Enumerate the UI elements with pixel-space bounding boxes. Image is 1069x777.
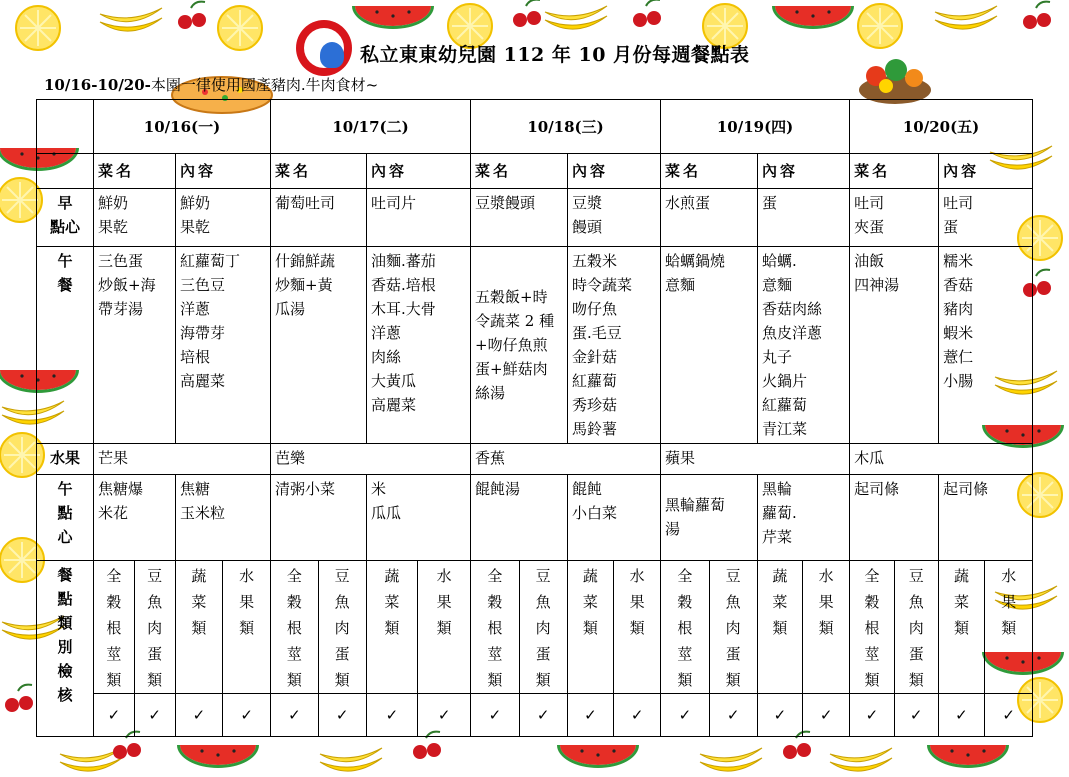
day-header-row [37, 100, 1033, 154]
breakfast-row [37, 189, 1033, 247]
check-mark-icon: ✓ [135, 694, 176, 736]
watermelon-slice-icon [352, 6, 434, 29]
snack-label: 午 點 心 [37, 475, 94, 561]
snack-dish: 清粥小菜 [271, 475, 367, 561]
meat-notice: 本園一律使用國產豬肉.牛肉食材~ [150, 76, 379, 94]
food-category-label: 水 果 類 [436, 567, 452, 637]
dish-content-header: 內容 [939, 154, 1033, 189]
snack-dish: 焦糖爆 米花 [94, 475, 176, 561]
category-group [271, 561, 471, 694]
check-group [661, 694, 850, 737]
food-category-label: 全 穀 根 莖 類 [661, 561, 710, 693]
check-mark-icon: ✓ [271, 694, 319, 736]
snack-dish: 起司條 [850, 475, 939, 561]
food-category-label: 全 穀 根 莖 類 [471, 561, 520, 693]
food-category-label: 豆 魚 肉 蛋 類 [319, 561, 367, 693]
check-mark-icon: ✓ [939, 694, 986, 736]
breakfast-content: 吐司 蛋 [939, 189, 1033, 247]
food-category-label: 豆 魚 肉 蛋 類 [710, 561, 758, 693]
breakfast-content: 鮮奶 果乾 [176, 189, 271, 247]
lunch-dish: 三色蛋 炒飯+海 帶芽湯 [94, 247, 176, 444]
check-mark-icon: ✓ [367, 694, 419, 736]
dish-name-header: 菜名 [94, 154, 176, 189]
check-mark-icon: ✓ [176, 694, 224, 736]
lunch-content: 油麵.蕃茄 香菇.培根 木耳.大骨 洋蔥 肉絲 大黃瓜 高麗菜 [367, 247, 471, 444]
category-group [850, 561, 1033, 694]
dish-content-header: 內容 [758, 154, 850, 189]
snack-content: 米 瓜瓜 [367, 475, 471, 561]
category-group [94, 561, 271, 694]
lunch-content: 蛤蠣. 意麵 香菇肉絲 魚皮洋蔥 丸子 火鍋片 紅蘿蔔 青江菜 [758, 247, 850, 444]
vegetables-icon [859, 59, 931, 104]
food-category-label: 蔬 菜 類 [176, 561, 224, 693]
check-group [271, 694, 471, 737]
snack-content: 起司條 [939, 475, 1033, 561]
snack-dish: 黑輪蘿蔔 湯 [661, 475, 758, 561]
snack-dish: 餛飩湯 [471, 475, 568, 561]
dish-content-header: 內容 [367, 154, 471, 189]
day-header: 10/20(五) [850, 100, 1033, 154]
food-category-label: 蔬 菜 類 [939, 561, 986, 693]
day-header: 10/17(二) [271, 100, 471, 154]
fruit-label: 水果 [37, 444, 94, 475]
check-mark-icon: ✓ [94, 694, 135, 736]
day-header: 10/16(一) [94, 100, 271, 154]
page-title: 私立東東幼兒園 112 年 10 月份每週餐點表 [360, 44, 750, 66]
lunch-dish: 蛤蠣鍋燒 意麵 [661, 247, 758, 444]
food-category-label: 水 果 類 [1001, 567, 1017, 637]
food-category-label: 水 果 類 [818, 567, 834, 637]
check-mark-icon: ✓ [819, 706, 833, 724]
food-category-label: 水 果 類 [629, 567, 645, 637]
check-mark-icon: ✓ [661, 694, 710, 736]
food-category-label: 豆 魚 肉 蛋 類 [895, 561, 939, 693]
check-mark-icon: ✓ [1002, 706, 1015, 724]
fruit-cell: 芒果 [94, 444, 271, 475]
food-category-label: 全 穀 根 莖 類 [94, 561, 135, 693]
breakfast-content: 豆漿 饅頭 [568, 189, 661, 247]
dish-name-header: 菜名 [271, 154, 367, 189]
corner-cell [37, 154, 94, 189]
food-category-label: 全 穀 根 莖 類 [271, 561, 319, 693]
lunch-label: 午 餐 [37, 247, 94, 444]
check-group [850, 694, 1033, 737]
fruit-row [37, 444, 1033, 475]
fruit-cell: 木瓜 [850, 444, 1033, 475]
weekly-menu-table [36, 99, 1033, 737]
food-category-label: 豆 魚 肉 蛋 類 [520, 561, 568, 693]
food-category-label: 全 穀 根 莖 類 [850, 561, 895, 693]
fruit-cell: 芭樂 [271, 444, 471, 475]
breakfast-content: 蛋 [758, 189, 850, 247]
check-mark-icon: ✓ [437, 706, 451, 724]
food-category-label: 蔬 菜 類 [568, 561, 615, 693]
corner-cell [37, 100, 94, 154]
dish-content-header: 內容 [176, 154, 271, 189]
fruit-cell: 蘋果 [661, 444, 850, 475]
breakfast-dish: 豆漿饅頭 [471, 189, 568, 247]
dish-name-header: 菜名 [661, 154, 758, 189]
category-row [37, 561, 1033, 694]
breakfast-dish: 鮮奶 果乾 [94, 189, 176, 247]
elephant-mascot-icon [320, 42, 344, 68]
check-group [471, 694, 661, 737]
school-logo [296, 20, 352, 76]
check-mark-icon: ✓ [319, 694, 367, 736]
lunch-content: 紅蘿蔔丁 三色豆 洋蔥 海帶芽 培根 高麗菜 [176, 247, 271, 444]
day-header: 10/18(三) [471, 100, 661, 154]
banana-icon [100, 8, 162, 31]
check-mark-icon: ✓ [471, 694, 520, 736]
check-mark-icon: ✓ [568, 694, 615, 736]
day-header: 10/19(四) [661, 100, 850, 154]
breakfast-dish: 葡萄吐司 [271, 189, 367, 247]
fruit-cell: 香蕉 [471, 444, 661, 475]
dish-name-header: 菜名 [471, 154, 568, 189]
lunch-dish: 五穀飯+時 令蔬菜 2 種 +吻仔魚煎 蛋+鮮菇肉 絲湯 [471, 247, 568, 444]
breakfast-dish: 水煎蛋 [661, 189, 758, 247]
check-row [37, 694, 1033, 737]
snack-content: 餛飩 小白菜 [568, 475, 661, 561]
check-mark-icon: ✓ [850, 694, 895, 736]
check-mark-icon: ✓ [895, 694, 939, 736]
check-mark-icon: ✓ [240, 706, 253, 724]
dish-name-header: 菜名 [850, 154, 939, 189]
check-mark-icon: ✓ [758, 694, 804, 736]
food-category-label: 豆 魚 肉 蛋 類 [135, 561, 176, 693]
breakfast-content: 吐司片 [367, 189, 471, 247]
category-group [661, 561, 850, 694]
dish-content-header: 內容 [568, 154, 661, 189]
lunch-content: 糯米 香菇 豬肉 蝦米 薏仁 小腸 [939, 247, 1033, 444]
snack-row [37, 475, 1033, 561]
category-check-label: 餐 點 類 別 檢 核 [37, 561, 94, 737]
check-mark-icon: ✓ [630, 706, 644, 724]
check-mark-icon: ✓ [710, 694, 758, 736]
category-group [471, 561, 661, 694]
date-range: 10/16-10/20- [44, 76, 151, 94]
lunch-dish: 油飯 四神湯 [850, 247, 939, 444]
snack-content: 焦糖 玉米粒 [176, 475, 271, 561]
breakfast-dish: 吐司 夾蛋 [850, 189, 939, 247]
food-category-label: 蔬 菜 類 [758, 561, 804, 693]
lunch-content: 五穀米 時令蔬菜 吻仔魚 蛋.毛豆 金針菇 紅蘿蔔 秀珍菇 馬鈴薯 [568, 247, 661, 444]
food-category-label: 水 果 類 [239, 567, 255, 637]
lemon-slice-icon [16, 6, 60, 50]
snack-content: 黑輪 蘿蔔. 芹菜 [758, 475, 850, 561]
check-group [94, 694, 271, 737]
lunch-row [37, 247, 1033, 444]
cherry-icon [178, 2, 206, 29]
check-mark-icon: ✓ [520, 694, 568, 736]
week-notice [44, 74, 378, 95]
column-header-row [37, 154, 1033, 189]
breakfast-label: 早 點心 [37, 189, 94, 247]
food-category-label: 蔬 菜 類 [367, 561, 419, 693]
lunch-dish: 什錦鮮蔬 炒麵+黃 瓜湯 [271, 247, 367, 444]
